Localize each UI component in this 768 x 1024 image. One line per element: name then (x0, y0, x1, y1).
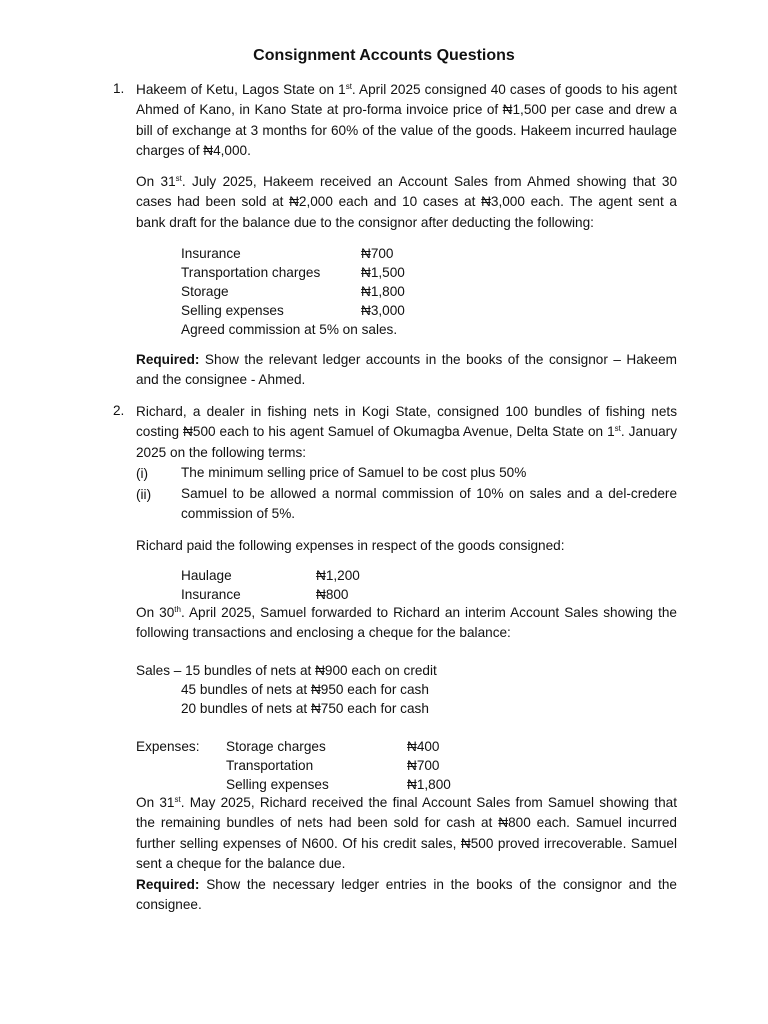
q1-required: Required: Show the relevant ledger accounts in the books of the consignor – Hakeem and the consignee - Ahmed. (136, 352, 677, 388)
expense-label: Insurance (181, 587, 241, 602)
q2-paragraph-1: Richard, a dealer in fishing nets in Kogi State, consigned 100 bundles of fishing nets costing ₦500 each to his agent Samuel of Okumagba Avenue, Delta State on 1st. January 2025 on the following terms: (136, 404, 678, 460)
term-marker: (ii) (136, 487, 152, 502)
commission-note: Agreed commission at 5% on sales. (181, 322, 398, 337)
expense-label: Selling expenses (226, 777, 329, 792)
deduction-label: Transportation charges (181, 265, 321, 280)
q2-paragraph-3: On 30th. April 2025, Samuel forwarded to Richard an interim Account Sales showing the following transactions and enclosing a cheque for the balance: (136, 605, 677, 640)
expense-amount: ₦700 (407, 758, 440, 773)
sales-line: Sales – 15 bundles of nets at ₦900 each on credit (136, 663, 437, 678)
sales-line: 20 bundles of nets at ₦750 each for cash (181, 701, 429, 716)
deduction-label: Selling expenses (181, 303, 284, 318)
q2-expenses-intro: Richard paid the following expenses in respect of the goods consigned: (136, 538, 565, 553)
deduction-label: Insurance (181, 246, 241, 261)
expense-label: Haulage (181, 568, 232, 583)
expense-amount: ₦1,800 (407, 777, 451, 792)
deduction-amount: ₦1,800 (361, 284, 405, 299)
q1-number: 1. (113, 81, 125, 96)
deduction-amount: ₦3,000 (361, 303, 405, 318)
expense-amount: ₦1,200 (316, 568, 360, 583)
sales-line: 45 bundles of nets at ₦950 each for cash (181, 682, 429, 697)
expense-amount: ₦800 (316, 587, 349, 602)
q2-required: Required: Show the necessary ledger entries in the books of the consignor and the consignee. (136, 877, 677, 913)
term-text: The minimum selling price of Samuel to be cost plus 50% (181, 465, 527, 480)
deduction-label: Storage (181, 284, 229, 299)
expenses-label: Expenses: (136, 739, 200, 754)
expense-amount: ₦400 (407, 739, 440, 754)
term-marker: (i) (136, 466, 149, 481)
term-text: Samuel to be allowed a normal commission of 10% on sales and a del-credere commission of 5%. (181, 486, 677, 522)
expense-label: Storage charges (226, 739, 326, 754)
deduction-amount: ₦1,500 (361, 265, 405, 280)
expense-label: Transportation (226, 758, 314, 773)
page-title: Consignment Accounts Questions (253, 47, 515, 64)
q1-paragraph-2: On 31st. July 2025, Hakeem received an Account Sales from Ahmed showing that 30 cases had been sold at ₦2,000 each and 10 cases at ₦3,000 each. The agent sent a bank draft for the balance due to the consignor after deducting the following: (136, 174, 678, 230)
q2-paragraph-4: On 31st. May 2025, Richard received the final Account Sales from Samuel showing that the remaining bundles of nets had been sold for cash at ₦800 each. Samuel incurred further selling expenses of N600. Of his credit sales, ₦500 proved irrecoverable. Samuel sent a cheque for the balance due. (136, 795, 677, 871)
q2-number: 2. (113, 403, 125, 418)
q1-paragraph-1: Hakeem of Ketu, Lagos State on 1st. April 2025 consigned 40 cases of goods to his agent Ahmed of Kano, in Kano State at pro-forma invoice price of ₦1,500 per case and drew a bill of exchange at 3 months for 60% of the value of the goods. Hakeem incurred haulage charges of ₦4,000. (136, 82, 677, 158)
deduction-amount: ₦700 (361, 246, 394, 261)
